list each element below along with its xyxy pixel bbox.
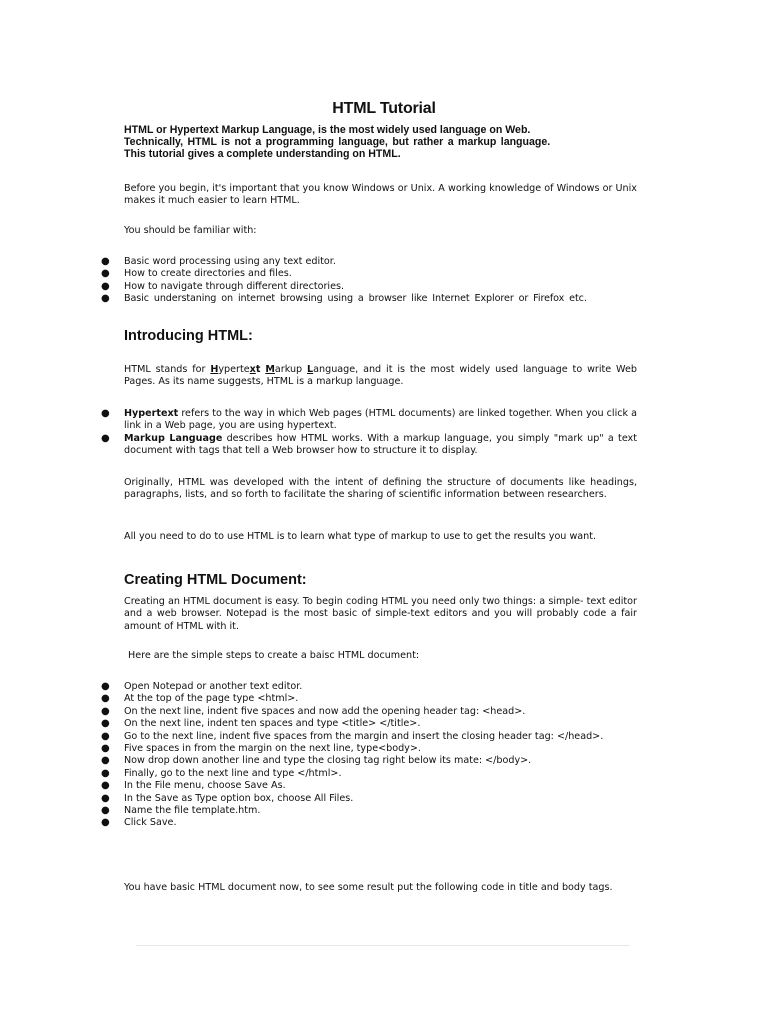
list-item: ● On the next line, indent five spaces and now add the opening header tag: <head>.: [101, 705, 526, 717]
steps-intro: Here are the simple steps to create a baisc HTML document:: [128, 650, 420, 661]
creating-heading: Creating HTML Document:: [124, 572, 307, 588]
bullet-icon: ●: [101, 718, 110, 730]
closing-paragraph: You have basic HTML document now, to see some result put the following code in title and body tags.: [124, 882, 613, 893]
bullet-icon: ●: [101, 743, 110, 755]
list-item: ● Go to the next line, indent five spaces from the margin and insert the closing header tag: </head>.: [101, 730, 604, 742]
originally-paragraph: Originally, HTML was developed with the intent of defining the structure of documents like headings, paragraphs, lists, and so forth to facilitate the sharing of scientific information between researchers.: [124, 477, 637, 501]
term-hypertext: Hypertext: [124, 408, 179, 419]
all-you-paragraph: All you need to do to use HTML is to learn what type of markup to use to get the results you want.: [124, 531, 597, 542]
list-item: ● In the Save as Type option box, choose All Files.: [101, 792, 354, 804]
list-item: ● Basic understaning on internet browsing using a browser like Internet Explorer or Firefox etc.: [101, 293, 587, 305]
list-item: ● Click Save.: [101, 817, 177, 829]
list-item: ● Now drop down another line and type the closing tag right below its mate: </body>.: [101, 755, 532, 767]
list-item: ● At the top of the page type <html>.: [101, 693, 299, 705]
introducing-heading: Introducing HTML:: [124, 328, 253, 344]
bullet-icon: ●: [101, 293, 110, 305]
intro-line: HTML or Hypertext Markup Language, is the most widely used language on Web.: [124, 124, 531, 136]
list-item: ● How to navigate through different directories.: [101, 280, 345, 292]
familiar-list: [0, 256, 768, 306]
bullet-icon: ●: [101, 280, 110, 292]
before-paragraph: Before you begin, it's important that you know Windows or Unix. A working knowledge of Windows or Unix makes it much easier to learn HTML.: [124, 183, 637, 207]
list-item: ● Markup Language describes how HTML works. With a markup language, you simply "mark up" a text document with tags that tell a Web browser how to structure it to display.: [101, 432, 637, 457]
creating-paragraph: Creating an HTML document is easy. To begin coding HTML you need only two things: a simple- text editor and a web browser. Notepad is the most basic of simple-text editors and you will probably code a fair amount of HTML with it.: [124, 596, 637, 632]
intro-line: Technically, HTML is not a programming language, but rather a markup language.: [124, 136, 551, 148]
term-markup-language: Markup Language: [124, 432, 223, 444]
bullet-icon: ●: [101, 693, 110, 705]
list-item: ● On the next line, indent ten spaces and type <title> </title>.: [101, 718, 421, 730]
bullet-icon: ●: [101, 817, 110, 829]
bullet-icon: ●: [101, 408, 110, 419]
familiar-paragraph: You should be familiar with:: [124, 225, 257, 236]
list-item: ● How to create directories and files.: [101, 268, 292, 280]
list-item: ● Hypertext refers to the way in which Web pages (HTML documents) are linked together. When you click a link in a Web page, you are using hypertext.: [101, 408, 638, 432]
intro-line: This tutorial gives a complete understanding on HTML.: [124, 148, 401, 160]
bullet-icon: ●: [101, 755, 110, 767]
bullet-icon: ●: [101, 767, 110, 779]
bullet-icon: ●: [101, 268, 110, 280]
list-item: ● Finally, go to the next line and type </html>.: [101, 767, 342, 779]
bullet-icon: ●: [101, 705, 110, 717]
bullet-icon: ●: [101, 256, 110, 267]
list-item: ● Five spaces in from the margin on the next line, type<body>.: [101, 743, 421, 755]
bullet-icon: ●: [101, 792, 110, 804]
page-divider: [136, 945, 630, 946]
steps-list: [0, 681, 768, 830]
list-item: ● Basic word processing using any text editor.: [101, 256, 336, 267]
page-title: HTML Tutorial: [332, 100, 436, 117]
html-stands-paragraph: HTML stands for Hypertext Markup Language, and it is the most widely used language to write Web Pages. As its name suggests, HTML is a markup language.: [124, 364, 637, 388]
bullet-icon: ●: [101, 730, 110, 742]
list-item: ● Name the file template.htm.: [101, 805, 261, 817]
bullet-icon: ●: [101, 432, 110, 444]
list-item: ● In the File menu, choose Save As.: [101, 780, 286, 792]
bullet-icon: ●: [101, 780, 110, 792]
intro-block: [124, 124, 624, 160]
bullet-icon: ●: [101, 681, 110, 692]
bullet-icon: ●: [101, 805, 110, 817]
list-item: ● Open Notepad or another text editor.: [101, 681, 303, 692]
terms-list: [0, 408, 768, 458]
